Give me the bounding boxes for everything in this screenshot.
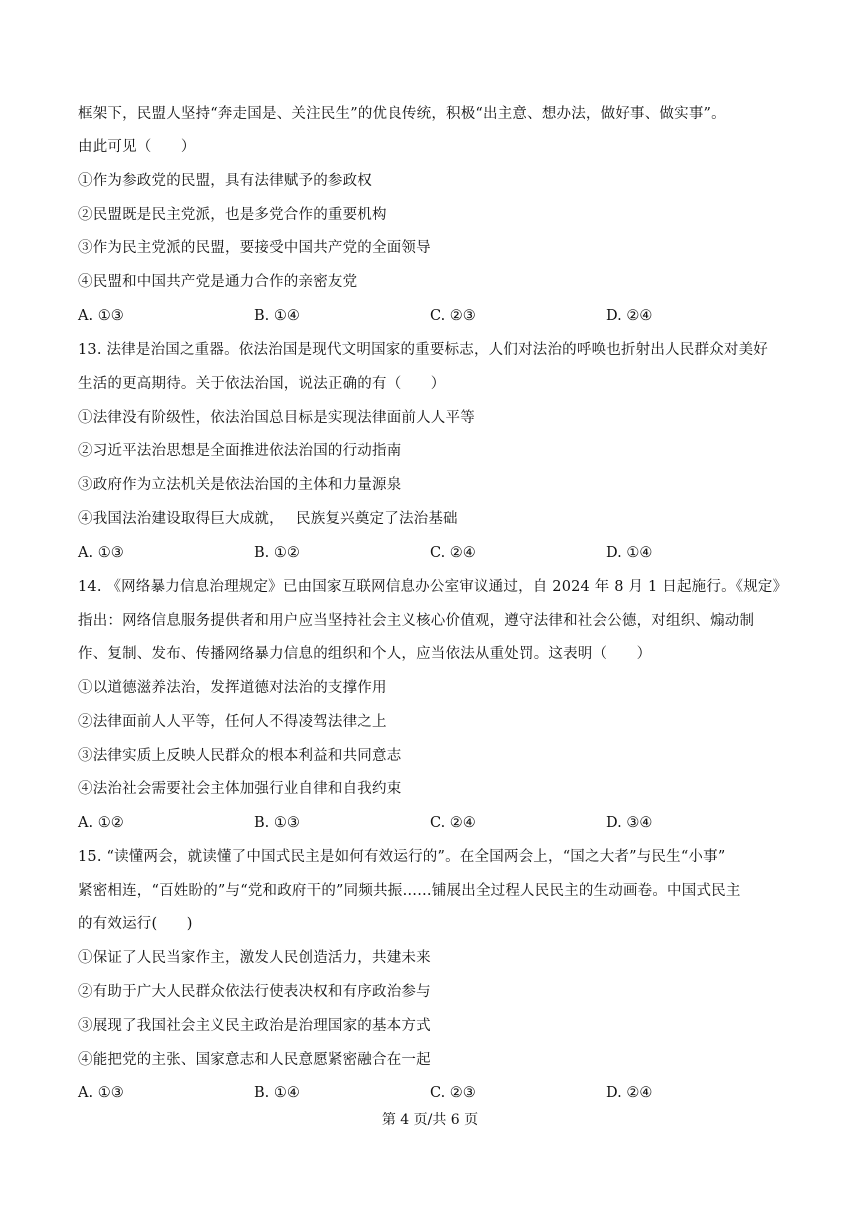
q13-option-a[interactable]: A. ①③: [78, 545, 124, 561]
q14-options: [78, 813, 778, 833]
q13-options: [78, 543, 778, 563]
q15-stem-line-3: 的有效运行( ): [78, 916, 193, 932]
q12-stem-line-1: 框架下，民盟人坚持“奔走国是、关注民生”的优良传统，积极“出主意、想办法，做好事、做实事”。: [78, 106, 726, 122]
q13-option-c[interactable]: C. ②④: [430, 545, 476, 561]
q13-option-d[interactable]: D. ①④: [606, 545, 653, 561]
q12-item-3: ③作为民主党派的民盟，要接受中国共产党的全面领导: [78, 240, 431, 256]
q12-option-c[interactable]: C. ②③: [430, 308, 476, 324]
q14-option-c[interactable]: C. ②④: [430, 815, 476, 831]
q12-item-4: ④民盟和中国共产党是通力合作的亲密友党: [78, 274, 358, 290]
q14-option-d[interactable]: D. ③④: [606, 815, 653, 831]
q13-item-4: ④我国法治建设取得巨大成就， 民族复兴奠定了法治基础: [78, 511, 458, 527]
q15-item-4: ④能把党的主张、国家意志和人民意愿紧密融合在一起: [78, 1052, 431, 1068]
q15-option-c[interactable]: C. ②③: [430, 1085, 476, 1101]
q13-item-2: ②习近平法治思想是全面推进依法治国的行动指南: [78, 443, 402, 459]
q13-stem-line-2: 生活的更高期待。关于依法治国，说法正确的有（ ）: [78, 376, 446, 392]
q14-option-b[interactable]: B. ①③: [254, 815, 300, 831]
q12-option-b[interactable]: B. ①④: [254, 308, 300, 324]
q15-option-d[interactable]: D. ②④: [606, 1085, 653, 1101]
q14-item-1: ①以道德滋养法治，发挥道德对法治的支撑作用: [78, 680, 387, 696]
q12-options: [78, 306, 778, 326]
q12-item-1: ①作为参政党的民盟，具有法律赋予的参政权: [78, 173, 372, 189]
q13-stem-line-1: 13. 法律是治国之重器。依法治国是现代文明国家的重要标志，人们对法治的呼唤也折射出人民群众对美好: [78, 342, 768, 358]
q15-item-2: ②有助于广大人民群众依法行使表决权和有序政治参与: [78, 984, 431, 1000]
q12-item-2: ②民盟既是民主党派，也是多党合作的重要机构: [78, 207, 387, 223]
q14-item-2: ②法律面前人人平等，任何人不得凌驾法律之上: [78, 714, 387, 730]
q12-stem-line-2: 由此可见（ ）: [78, 139, 196, 155]
q14-stem-line-2: 指出：网络信息服务提供者和用户应当坚持社会主义核心价值观，遵守法律和社会公德，对组织、煽动制: [78, 613, 755, 629]
q15-stem-line-2: 紧密相连，“百姓盼的”与“党和政府干的”同频共振……铺展出全过程人民民主的生动画卷。中国式民主: [78, 883, 741, 899]
q14-option-a[interactable]: A. ①②: [78, 815, 124, 831]
q14-stem-line-3: 作、复制、发布、传播网络暴力信息的组织和个人，应当依法从重处罚。这表明（ ）: [78, 646, 652, 662]
q15-option-a[interactable]: A. ①③: [78, 1085, 124, 1101]
q13-item-3: ③政府作为立法机关是依法治国的主体和力量源泉: [78, 477, 402, 493]
q15-stem-line-1: 15. “读懂两会，就读懂了中国式民主是如何有效运行的”。在全国两会上，“国之大者”与民生“小事”: [78, 849, 726, 865]
q13-option-b[interactable]: B. ①②: [254, 545, 300, 561]
q14-stem-line-1: 14. 《网络暴力信息治理规定》已由国家互联网信息办公室审议通过，自 2024 年 8 月 1 日起施行。《规定》: [78, 579, 788, 595]
q15-item-1: ①保证了人民当家作主，激发人民创造活力，共建未来: [78, 950, 431, 966]
q15-option-b[interactable]: B. ①④: [254, 1085, 300, 1101]
page-number: 第 4 页/共 6 页: [381, 1112, 479, 1128]
q15-item-3: ③展现了我国社会主义民主政治是治理国家的基本方式: [78, 1018, 431, 1034]
q12-option-d[interactable]: D. ②④: [606, 308, 653, 324]
q15-options: [78, 1083, 778, 1103]
q13-item-1: ①法律没有阶级性，依法治国总目标是实现法律面前人人平等: [78, 410, 475, 426]
q14-item-4: ④法治社会需要社会主体加强行业自律和自我约束: [78, 781, 402, 797]
q14-item-3: ③法律实质上反映人民群众的根本利益和共同意志: [78, 748, 402, 764]
q12-option-a[interactable]: A. ①③: [78, 308, 124, 324]
